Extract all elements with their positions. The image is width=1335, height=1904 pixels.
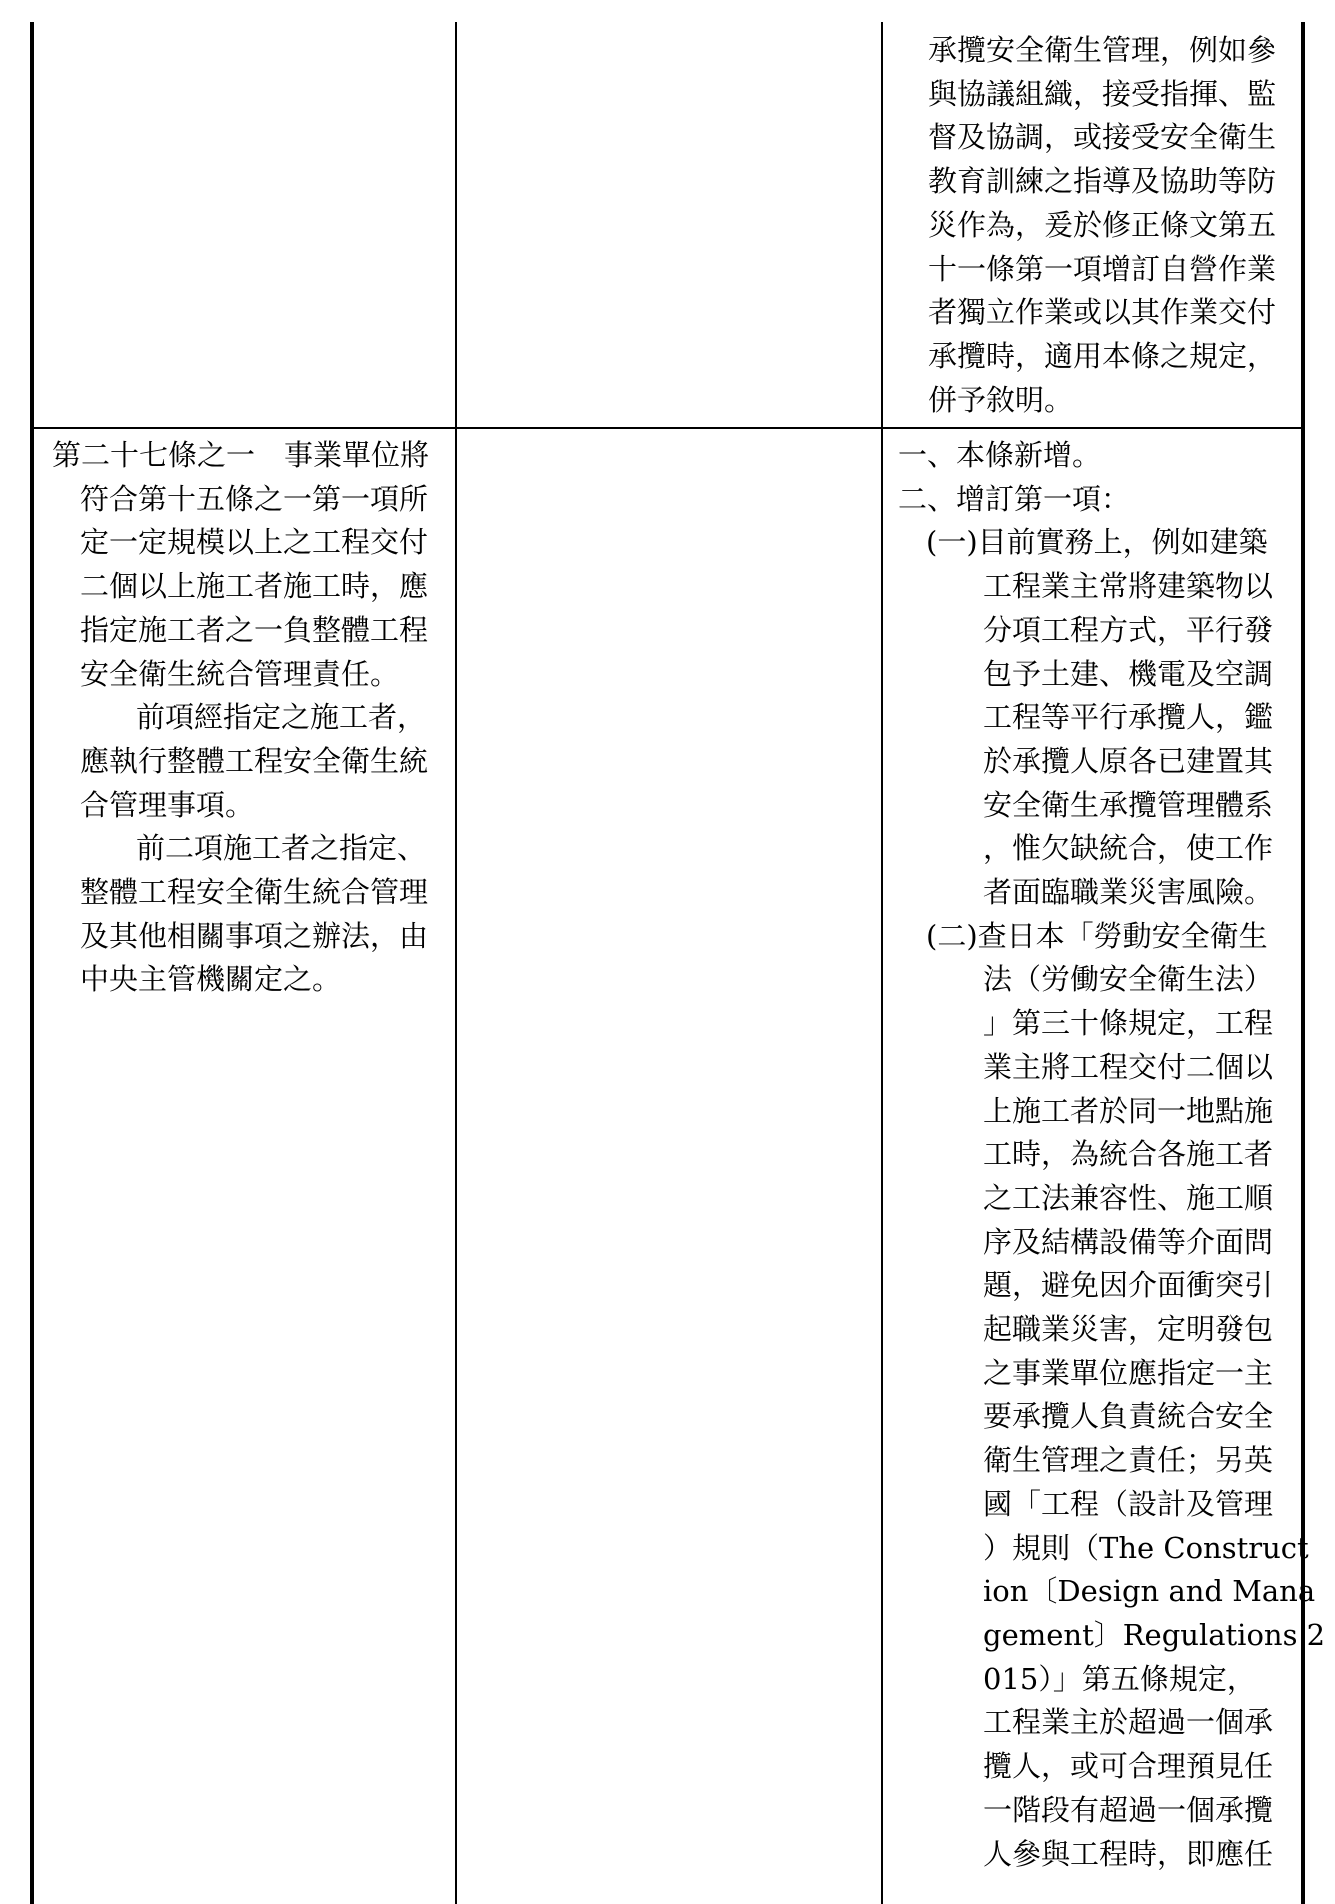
text-line: 於承攬人原各已建置其 xyxy=(983,743,1274,778)
text-line: 之工法兼容性、施工順 xyxy=(983,1180,1274,1215)
row2-left-cell xyxy=(52,434,452,1002)
text-line: ，惟欠缺統合，使工作 xyxy=(983,831,1274,866)
text-line: 承攬安全衛生管理，例如參 xyxy=(928,33,1277,67)
list-item: 一、本條新增。 xyxy=(898,438,1102,472)
text-line: 要承攬人負責統合安全 xyxy=(983,1399,1274,1434)
text-line: 」第三十條規定，工程 xyxy=(983,1006,1274,1041)
text-line: 災作為，爰於修正條文第五 xyxy=(928,207,1277,242)
text-line: 衛生管理之責任；另英 xyxy=(983,1443,1274,1478)
text-line: 定一定規模以上之工程交付 xyxy=(80,525,429,560)
text-line: 業主將工程交付二個以 xyxy=(983,1049,1274,1084)
column-divider-2 xyxy=(881,22,883,1904)
text-line: 整體工程安全衛生統合管理 xyxy=(80,875,429,910)
text-line: 工程業主常將建築物以 xyxy=(983,569,1274,604)
text-line: 與協議組織，接受指揮、監 xyxy=(928,76,1277,111)
text-line: 國「工程（設計及管理 xyxy=(983,1486,1274,1521)
text-line: 起職業災害，定明發包 xyxy=(983,1312,1274,1347)
text-line: 督及協調，或接受安全衛生 xyxy=(928,120,1277,155)
sub-item-start: (二)查日本「勞動安全衛生 xyxy=(926,918,1268,953)
text-line: 法（労働安全衛生法） xyxy=(983,962,1274,997)
text-line: 二個以上施工者施工時，應 xyxy=(80,569,429,604)
text-line: 工程業主於超過一個承 xyxy=(983,1705,1274,1740)
text-line: 符合第十五條之一第一項所 xyxy=(80,481,429,516)
text-line: 015）」第五條規定， xyxy=(983,1661,1256,1696)
text-line: 一階段有超過一個承攬 xyxy=(983,1792,1274,1827)
text-line: 安全衛生統合管理責任。 xyxy=(80,656,400,691)
text-line: 及其他相關事項之辦法，由 xyxy=(80,918,429,953)
paragraph-start: 前二項施工者之指定、 xyxy=(136,831,427,866)
text-line: 分項工程方式，平行發 xyxy=(983,612,1274,647)
text-line: 上施工者於同一地點施 xyxy=(983,1093,1274,1128)
text-line: 合管理事項。 xyxy=(80,787,255,822)
text-line: 題，避免因介面衝突引 xyxy=(983,1268,1274,1303)
article-heading: 第二十七條之一 事業單位將 xyxy=(52,438,430,472)
list-item: 二、增訂第一項： xyxy=(898,481,1131,516)
row1-right-cell xyxy=(928,29,1298,422)
text-line: 教育訓練之指導及協助等防 xyxy=(928,164,1277,199)
text-line: 工時，為統合各施工者 xyxy=(983,1137,1274,1172)
text-line: 承攬時，適用本條之規定， xyxy=(928,338,1277,373)
text-line: 指定施工者之一負整體工程 xyxy=(80,612,429,647)
comparison-table xyxy=(30,22,1326,1904)
text-line: 併予敘明。 xyxy=(928,382,1074,417)
text-line: 者面臨職業災害風險。 xyxy=(983,875,1274,910)
text-line: 安全衛生承攬管理體系 xyxy=(983,787,1274,822)
text-line: 中央主管機關定之。 xyxy=(80,962,342,997)
text-line: 工程等平行承攬人，鑑 xyxy=(983,700,1274,735)
column-divider-1 xyxy=(455,22,457,1904)
text-line: 包予土建、機電及空調 xyxy=(983,656,1274,691)
table-border-left xyxy=(30,22,34,1904)
text-line: 之事業單位應指定一主 xyxy=(983,1355,1274,1390)
row2-right-cell xyxy=(898,434,1326,1876)
text-line: ）規則（The Construct xyxy=(983,1530,1309,1565)
text-line: gement〕Regulations 2 xyxy=(983,1617,1326,1652)
text-line: 應執行整體工程安全衛生統 xyxy=(80,743,429,778)
sub-item-start: (一)目前實務上，例如建築 xyxy=(926,525,1268,560)
paragraph-start: 前項經指定之施工者， xyxy=(136,700,427,735)
text-line: ion〔Design and Mana xyxy=(983,1574,1316,1609)
text-line: 序及結構設備等介面問 xyxy=(983,1224,1274,1259)
text-line: 十一條第一項增訂自營作業 xyxy=(928,251,1277,286)
text-line: 人參與工程時，即應任 xyxy=(983,1836,1274,1871)
row-divider xyxy=(30,427,1305,429)
text-line: 者獨立作業或以其作業交付 xyxy=(928,295,1277,330)
text-line: 攬人，或可合理預見任 xyxy=(983,1749,1274,1784)
